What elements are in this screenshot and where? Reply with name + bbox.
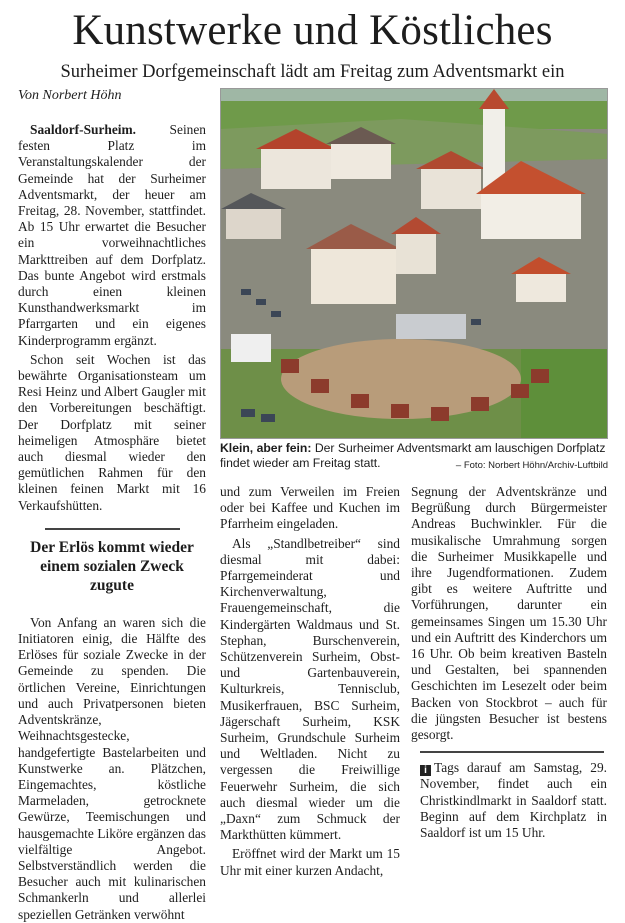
paragraph: und zum Verweilen im Freien oder bei Kaffee und Kuchen im Pfarrheim eingeladen. bbox=[220, 484, 400, 532]
column-3-wrapper bbox=[411, 484, 607, 841]
photo-credit: – Foto: Norbert Höhn/Archiv-Luftbild bbox=[455, 460, 608, 471]
lead-paragraph bbox=[18, 122, 206, 349]
caption-text: Der Surheimer Adventsmarkt am lauschigen Dorfplatz findet wieder am Freitag statt. bbox=[220, 441, 606, 470]
info-icon: i bbox=[420, 765, 431, 776]
photo-illustration bbox=[221, 89, 608, 439]
byline: Von Norbert Höhn bbox=[18, 88, 122, 103]
info-text: Tags darauf am Samstag, 29. November, findet auch ein Christkindlmarkt in Saaldorf statt. Beginn auf dem Kirchplatz in Saaldorf ist um 15 Uhr. bbox=[420, 760, 607, 841]
lead-text: Seinen festen Platz im Veranstaltungskalender der Gemeinde hat der Surheimer Adventsmarkt, der heuer am Freitag, 28. November, stattfindet. Ab 15 Uhr erwartet die Besucher ein vorweihnachtliches Markttreiben auf dem Dorfplatz. Das bunte Angebot wird erstmals durch einen kleinen Kunsthandwerksmarkt im Pfarrgarten und ein eigenes Kinderprogramm ergänzt. bbox=[18, 122, 206, 348]
subheading: Der Erlös kommt wieder einem sozialen Zweck zugute bbox=[30, 538, 194, 594]
paragraph: Eröffnet wird der Markt um 15 Uhr mit einer kurzen Andacht, bbox=[220, 846, 400, 878]
column-3 bbox=[411, 484, 607, 743]
article-subtitle: Surheimer Dorfgemeinschaft lädt am Freitag zum Adventsmarkt ein bbox=[60, 62, 565, 82]
article-title: Kunstwerke und Köstliches bbox=[72, 7, 553, 54]
divider bbox=[45, 528, 180, 530]
column-1-top bbox=[18, 122, 206, 514]
column-2 bbox=[220, 484, 400, 879]
paragraph: Schon seit Wochen ist das bewährte Organisationsteam um Resi Heinz und Albert Gaugler mit den Vorbereitungen beschäftigt. Der Dorfplatz mit seiner heimeligen Atmosphäre bietet auch diesmal wieder den gemütlichen Rahmen für den kleinen feinen Markt mit 16 Verkaufshütten. bbox=[18, 351, 206, 513]
caption-lead: Klein, aber fein: bbox=[220, 441, 312, 455]
aerial-photo-advent-market bbox=[220, 88, 608, 439]
photo-caption bbox=[220, 441, 608, 473]
paragraph: Als „Standlbetreiber“ sind diesmal mit dabei: Pfarrgemeinderat und Kirchenverwaltung, Frauengemeinschaft, die Kindergärten Waldmaus und St. Stephan, Burschenverein, Schützenverein Surheim, Obst- und Gartenbauverein, Kulturkreis, Tennisclub, Musikerfrauen, BSC Surheim, Jägerschaft Surheim, KSK Surheim, Grundschule Surheim und Weltladen. Nicht zu vergessen die Freiwillige Feuerwehr Surheim, die sich auch diesmal wieder um die „Daxn“ zum Schmuck der Markthütten kümmert. bbox=[220, 535, 400, 843]
divider bbox=[420, 751, 604, 753]
paragraph: Von Anfang an waren sich die Initiatoren einig, die Hälfte des Erlöses für soziale Zwecke in der Gemeinde zu spenden. Die örtlichen Vereine, Einrichtungen und auch Privatpersonen bieten Adventskränze, Weihnachtsgestecke, handgefertigte Bastelarbeiten und Kunstwerke an. Plätzchen, Eingemachtes, köstliche Marmeladen, getrocknete Gewürze, Teemischungen und hausgemachte Liköre ergänzen das vielfältige Angebot. Selbstverständlich werden die Besucher auch mit kulinarischen Schmankerln und allerlei speziellen Getränken verwöhnt bbox=[18, 614, 206, 922]
column-1-bottom bbox=[18, 615, 206, 923]
column-1 bbox=[18, 122, 206, 923]
dateline: Saaldorf-Surheim. bbox=[30, 122, 137, 137]
paragraph: Segnung der Adventskränze und Begrüßung durch Bürgermeister Andreas Buchwinkler. Für die musikalische Umrahmung sorgen die Surheimer Musikkapelle und ihre Jugendformationen. Zudem gibt es weitere Auftritte und Vorführungen, darunter ein gemeinsames Singen um 15.30 Uhr und ein Auftritt des Kinderchors um 16 Uhr. Ob beim kreativen Basteln und Gestalten, bei spannenden Geschichten im Lesezelt oder beim Backen von Stockbrot – auch für die jüngsten Besucher ist bestens gesorgt. bbox=[411, 484, 607, 743]
info-box bbox=[420, 760, 607, 841]
